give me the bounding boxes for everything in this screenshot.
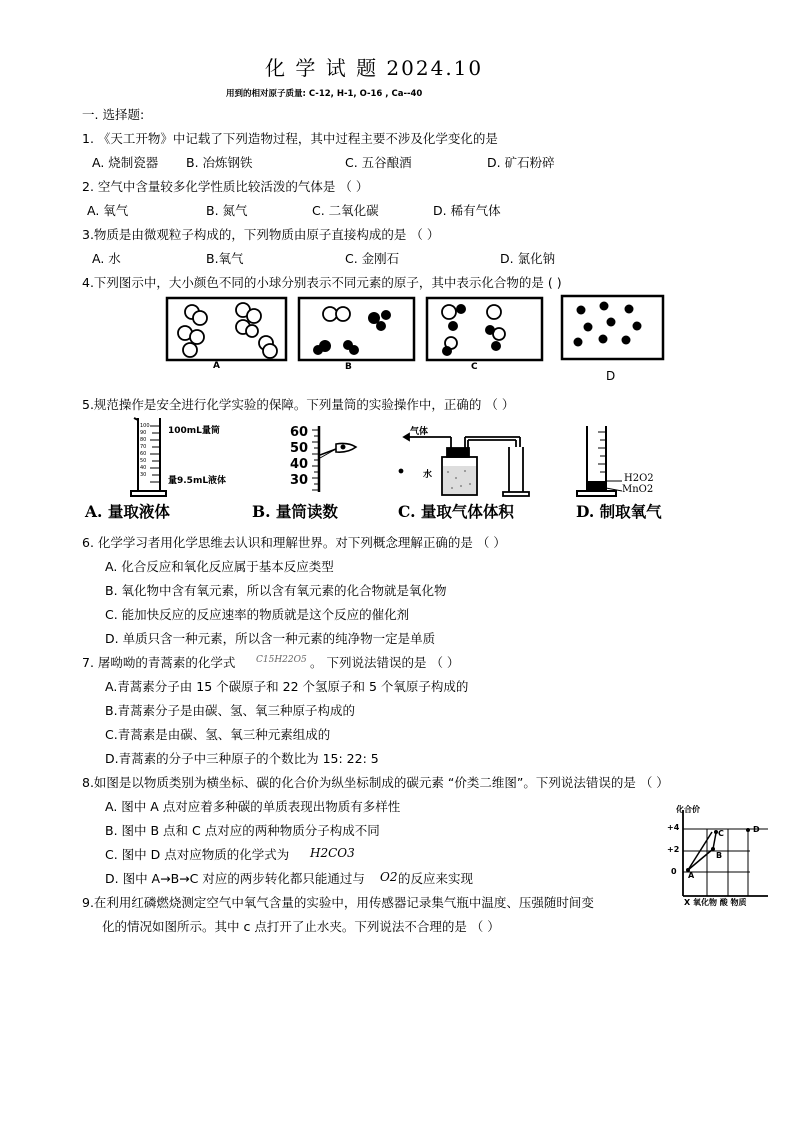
section-heading: 一. 选择题:: [82, 107, 145, 122]
q7-stem-pre: 7. 屠呦呦的青蒿素的化学式: [82, 655, 236, 670]
q8-chart-point-d: D: [753, 825, 760, 834]
q5-d-note-mno2: MnO2: [622, 484, 654, 495]
q8-option-c-formula: H2CO3: [310, 846, 355, 860]
q3-option-c: C. 金刚石: [345, 251, 400, 266]
q8-option-c: C. 图中 D 点对应物质的化学式为: [105, 847, 290, 862]
q6-option-c: C. 能加快反应的反应速率的物质就是这个反应的催化剂: [105, 607, 410, 622]
q6-option-a: A. 化合反应和氧化反应属于基本反应类型: [105, 559, 334, 574]
q4-stem: 4.下列图示中，大小颜色不同的小球分别表示不同元素的原子，其中表示化合物的是 ( ): [82, 275, 562, 290]
q1-option-b: B. 冶炼钢铁: [186, 155, 253, 170]
q6-option-b: B. 氧化物中含有氧元素，所以含有氧元素的化合物就是氧化物: [105, 583, 447, 598]
q3-option-b: B.氧气: [206, 251, 244, 266]
q5-a-note-volume: 量9.5mL液体: [168, 476, 227, 486]
q4-label-b: B: [345, 362, 352, 372]
q8-chart-point-a: A: [688, 871, 695, 880]
q3-option-d: D. 氯化钠: [500, 251, 556, 266]
q8-chart-ylabel: 化合价: [676, 805, 700, 814]
q2-stem: 2. 空气中含量较多化学性质比较活泼的气体是 （ ）: [82, 179, 369, 194]
q7-option-c: C.青蒿素是由碳、氢、氧三种元素组成的: [105, 727, 331, 742]
q1-stem: 1. 《天工开物》中记载了下列造物过程，其中过程主要不涉及化学变化的是: [82, 131, 498, 146]
q8-chart-ytick-4: +4: [667, 823, 680, 832]
q7-option-a: A.青蒿素分子由 15 个碳原子和 22 个氢原子和 5 个氧原子构成的: [105, 679, 469, 694]
q8-chart-xlabel: X 氧化物 酸 物质: [684, 898, 747, 907]
q2-option-c: C. 二氧化碳: [312, 203, 379, 218]
q8-chart-point-c: C: [718, 829, 724, 838]
q7-option-b: B.青蒿素分子是由碳、氢、氧三种原子构成的: [105, 703, 356, 718]
q5-caption-b: B. 量筒读数: [252, 502, 338, 521]
q5-a-tick-labels: 100 90 80 70 60 50 40 30: [140, 423, 150, 478]
q3-stem: 3.物质是由微观粒子构成的，下列物质由原子直接构成的是 （ ）: [82, 227, 440, 242]
page-title: 化 学 试 题 2024.10: [265, 56, 484, 80]
page-subtitle: 用到的相对原子质量: C-12, H-1, O-16 , Ca--40: [226, 89, 423, 99]
q9-line-1: 9.在利用红磷燃烧测定空气中氧气含量的实验中，用传感器记录集气瓶中温度、压强随时间变: [82, 895, 594, 910]
q8-option-d-post: 的反应来实现: [398, 871, 474, 886]
q5-b-tick-labels: 60 50 40 30: [290, 425, 309, 488]
q5-caption-d: D. 制取氧气: [576, 502, 662, 521]
q5-d-note-h2o2: H2O2: [624, 473, 654, 484]
q7-stem-post: 。 下列说法错误的是 （ ）: [310, 655, 460, 670]
q6-option-d: D. 单质只含一种元素，所以含一种元素的纯净物一定是单质: [105, 631, 436, 646]
q5-a-note-cylinder: 100mL量筒: [168, 426, 220, 436]
q5-caption-a: A. 量取液体: [85, 502, 170, 521]
q5-caption-c: C. 量取气体体积: [398, 502, 514, 521]
q8-chart-point-b: B: [716, 851, 723, 860]
q7-formula: C15H22O5: [256, 655, 307, 665]
q2-option-b: B. 氮气: [206, 203, 248, 218]
q8-option-b: B. 图中 B 点和 C 点对应的两种物质分子构成不同: [105, 823, 380, 838]
q8-stem: 8.如图是以物质类别为横坐标、碳的化合价为纵坐标制成的碳元素 “价类二维图”。下列说法错误的是 （ ）: [82, 775, 669, 790]
q9-line-2: 化的情况如图所示。其中 c 点打开了止水夹。下列说法不合理的是 （ ）: [102, 919, 500, 934]
q1-option-c: C. 五谷酿酒: [345, 155, 412, 170]
q3-option-a: A. 水: [92, 251, 121, 266]
q5-c-note-gas: 气体: [410, 427, 429, 437]
q4-label-a: A: [213, 361, 220, 371]
q8-chart-ytick-0: 0: [671, 867, 677, 876]
q2-option-d: D. 稀有气体: [433, 203, 501, 218]
q8-option-d-pre: D. 图中 A→B→C 对应的两步转化都只能通过与: [105, 871, 365, 886]
q5-c-note-water: 水: [423, 470, 433, 480]
q1-option-a: A. 烧制瓷器: [92, 155, 159, 170]
q1-option-d: D. 矿石粉碎: [487, 155, 555, 170]
q8-option-a: A. 图中 A 点对应着多种碳的单质表现出物质有多样性: [105, 799, 401, 814]
q8-option-d-formula: O2: [380, 870, 398, 884]
q7-option-d: D.青蒿素的分子中三种原子的个数比为 15: 22: 5: [105, 751, 379, 766]
q8-chart-ytick-2: +2: [667, 845, 680, 854]
q2-option-a: A. 氧气: [87, 203, 129, 218]
q6-stem: 6. 化学学习者用化学思维去认识和理解世界。对下列概念理解正确的是 （ ）: [82, 535, 506, 550]
q4-label-d: D: [606, 369, 616, 383]
q4-label-c: C: [471, 362, 478, 372]
q5-stem: 5.规范操作是安全进行化学实验的保障。下列量筒的实验操作中，正确的 （ ）: [82, 397, 515, 412]
